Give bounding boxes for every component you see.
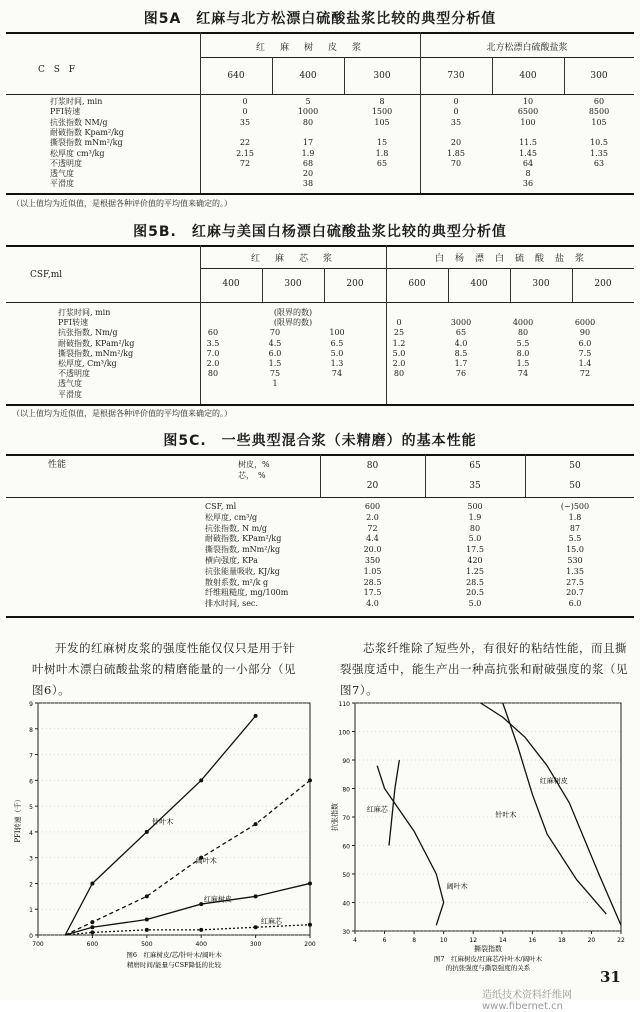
data-point [90, 881, 94, 885]
table-5b-col-header: 600 [408, 279, 426, 289]
table-5a-cell: 105 [591, 117, 607, 127]
table-5b-row-label: 撕裂指数, mNm²/kg [58, 348, 134, 358]
table-5c-cell: 600 [364, 502, 381, 511]
y-tick-label: 40 [342, 900, 350, 908]
x-tick-label: 6 [382, 937, 387, 944]
table-5b-note: （以上值均为近似值，是根据各种评价值的平均值来确定的。） [12, 409, 232, 418]
x-axis-label: 撕裂指数 [474, 945, 502, 953]
table-5c-core-value: 20 [366, 481, 379, 491]
y-tick-label: 4 [29, 829, 33, 837]
x-tick-label: 300 [249, 941, 262, 948]
table-5a-row-label: 耐破指数 Kpam²/kg [50, 127, 124, 137]
table-5c-cell: 1.8 [568, 512, 582, 522]
table-5b-col-header: 300 [284, 279, 302, 289]
table-5a-col-header: 400 [299, 71, 317, 81]
table-5b-cell: 80 [517, 328, 529, 338]
table-5a-cell: 15 [376, 138, 388, 148]
table-5b-row-label: 透气度 [58, 379, 82, 389]
table-5c-bark-value: 80 [366, 461, 379, 471]
x-tick-label: 8 [412, 937, 417, 944]
table-5c-cell: 15.0 [566, 545, 584, 555]
table-5a-cell: 1.35 [590, 148, 608, 158]
table-5c-cell: (~)500 [560, 502, 590, 511]
table-5a-cell: 36 [522, 179, 534, 189]
table-5a-top-rule [6, 32, 634, 34]
table-5b-cell: 70 [269, 328, 281, 338]
series-label: 阔叶木 [446, 882, 468, 891]
table-5a-cell: 8 [525, 169, 531, 179]
figure-caption: 图7 红麻树皮/红麻芯/针叶木/阔叶木 [433, 955, 543, 963]
series-line-2 [65, 883, 310, 935]
y-tick-label: 80 [342, 786, 350, 794]
table-5b-cell: 25 [393, 328, 405, 338]
table-5b-row-label: PFI转速 [58, 318, 89, 328]
table-5b-group-aspen: 白 杨 漂 白 硫 酸 盐 浆 [434, 254, 585, 264]
y-tick-label: 2 [29, 881, 33, 889]
x-tick-label: 12 [469, 937, 478, 944]
table-5b-title: 图5B. 红麻与美国白杨漂白硫酸盐浆比较的典型分析值 [133, 224, 507, 240]
table-5b-row-label: 平滑度 [58, 389, 82, 399]
table-5a-col-header: 640 [227, 71, 245, 81]
series-label: 针叶木 [152, 818, 174, 827]
table-5a-cell: 17 [302, 138, 314, 148]
table-5c-core-value: 35 [469, 481, 481, 491]
table-5a-cell: 1.9 [301, 148, 315, 158]
table-5a-cell: 1.85 [447, 148, 465, 158]
table-5a-group-pine: 北方松漂白硫酸盐浆 [486, 43, 568, 53]
table-5a-cell: 2.15 [236, 148, 254, 158]
table-5c-head-rule [6, 497, 634, 498]
table-5c-row-label: 撕裂指数, mNm²/kg [205, 545, 281, 555]
table-5b-cell: 5.0 [392, 348, 406, 358]
table-5b-cell: 5.5 [516, 338, 530, 348]
table-5a-cell: 1.8 [375, 148, 389, 158]
table-5c-bark-value: 50 [569, 461, 581, 471]
table-5b-top-rule [6, 245, 634, 247]
data-point [145, 830, 149, 834]
x-tick-label: 700 [32, 941, 44, 948]
data-point [90, 930, 94, 934]
table-5c-bottom-rule [6, 616, 634, 618]
table-5c-cell: 4.4 [366, 534, 379, 544]
table-5c-cell: 1.9 [468, 512, 482, 522]
table-5c-row-label: 散射系数, m²/k g [205, 577, 269, 587]
data-point [308, 778, 312, 782]
plot-frame [38, 703, 310, 935]
table-5c-prop-label: 性能 [48, 460, 67, 470]
table-5b-cell: 100 [329, 328, 345, 338]
table-5b-cell: 1.2 [392, 338, 406, 348]
table-5b-cell: 7.5 [578, 348, 592, 358]
data-point [90, 920, 94, 924]
y-tick-label: 90 [342, 758, 350, 765]
data-point [145, 918, 149, 922]
table-5c-cell: 20.0 [363, 545, 382, 555]
table-5b-cell: 80 [207, 369, 219, 379]
table-5a-cell: 70 [450, 158, 462, 168]
table-5a-cell: 105 [374, 117, 390, 127]
table-5b-head-rule [6, 302, 634, 303]
table-5b-cell: 2.0 [206, 359, 220, 368]
x-tick-label: 16 [528, 937, 537, 944]
table-5b-cell: 65 [455, 328, 467, 338]
table-5b-cell: 7.0 [206, 348, 220, 358]
figure-7-chart [325, 695, 630, 990]
series-line-3 [503, 703, 606, 914]
data-point [308, 923, 312, 927]
table-5a-cell: 80 [302, 117, 314, 127]
series-label: 红麻树皮 [203, 895, 232, 904]
table-5a-row-label: 不透明度 [50, 158, 82, 168]
table-5a-cell: 0 [242, 97, 248, 106]
table-5a-row-label: 透气度 [50, 169, 74, 179]
table-5c-cell: 500 [467, 502, 483, 511]
table-5b-cell: 4.0 [454, 338, 468, 348]
table-5c-cell: 87 [569, 523, 581, 533]
table-5b-cell: 74 [331, 369, 343, 379]
data-point [199, 902, 203, 906]
data-point [90, 925, 94, 929]
table-5a-cell: 100 [520, 117, 536, 127]
table-5b-cell: 3000 [450, 318, 472, 328]
figure-caption: 图6 红麻树皮/芯/针叶木/阔叶木 [126, 951, 222, 959]
table-5a-cell: 8 [379, 97, 385, 106]
table-5b-cell: 6.5 [330, 338, 344, 348]
data-point [254, 894, 258, 898]
x-tick-label: 4 [353, 937, 357, 944]
table-5b-cell: 1 [272, 379, 278, 389]
x-tick-label: 600 [86, 941, 99, 948]
table-5a-row-label: 松厚度 cm³/kg [50, 148, 105, 158]
table-5c-cell: 80 [469, 523, 481, 533]
table-5b-cell: 75 [269, 369, 281, 379]
table-5a-row-label: 打浆时间, min [50, 97, 103, 106]
table-5b-cell: 74 [517, 369, 529, 379]
table-5a-vline [200, 32, 201, 193]
table-5b-cell: 4.5 [268, 338, 282, 348]
data-point [145, 894, 149, 898]
table-5a-cell: 68 [302, 158, 314, 168]
table-5b-col-header: 200 [346, 279, 364, 289]
table-5c-cell: 2.0 [366, 512, 379, 522]
y-tick-label: 7 [29, 752, 33, 760]
table-5a-col-header: 300 [590, 71, 608, 81]
x-tick-label: 200 [304, 941, 316, 948]
table-5b-cell: 72 [579, 369, 591, 379]
table-5b-cell: 4000 [512, 318, 534, 328]
x-tick-label: 22 [617, 937, 625, 944]
table-5a-title: 图5A 红麻与北方松漂白硫酸盐浆比较的典型分析值 [143, 11, 497, 27]
y-tick-label: 70 [342, 815, 350, 822]
table-5c-cell: 20.5 [466, 588, 484, 598]
table-5b-bottom-rule [6, 404, 634, 406]
table-5b-cell: 6.0 [268, 348, 282, 358]
series-line-1 [65, 780, 310, 935]
table-5a-bottom-rule [6, 193, 634, 195]
table-5b-row-label: 松厚度, Cm³/kg [58, 359, 117, 368]
table-5c-row-label: CSF, ml [205, 502, 237, 511]
table-5c-core-value: 50 [569, 481, 581, 491]
table-5a-cell: 0 [453, 97, 459, 106]
paragraph-right: 芯浆纤维除了短些外，有很好的粘结性能，而且撕裂强度适中，能生产出一种高抗张和耐破强度的浆（见图7）。 [340, 641, 628, 697]
table-5b-csf-label: CSF,ml [30, 270, 63, 280]
y-tick-label: 60 [342, 843, 350, 851]
table-5c-cell: 5.5 [568, 534, 582, 544]
table-5c-cell: 1.35 [566, 566, 584, 576]
table-5a-group-rule [200, 57, 634, 58]
table-5a-cell: 60 [593, 97, 605, 106]
table-5a-cell: 8500 [588, 107, 610, 117]
table-5a-cell: 35 [239, 117, 251, 127]
table-5b-mid-note: (限界的数) [273, 308, 313, 317]
table-5c-row-label: 横向强度, KPa [205, 556, 258, 565]
table-5c-title: 图5C. 一些典型混合浆（未精磨）的基本性能 [163, 433, 477, 449]
table-5c-cell: 530 [567, 556, 583, 565]
series-label: 红麻芯 [261, 917, 283, 926]
figure-6-chart [10, 695, 320, 990]
table-5b-cell: 1.5 [268, 359, 282, 368]
table-5a-col-header: 730 [447, 71, 465, 81]
table-5c-row-label: 排水时间, sec. [205, 599, 258, 609]
y-tick-label: 100 [338, 729, 350, 737]
table-5b-cell: 0 [396, 318, 402, 328]
table-5a-cell: 20 [302, 169, 314, 179]
series-label: 阔叶木 [195, 856, 217, 865]
table-5b-col-header: 200 [594, 279, 612, 289]
table-5b-col-header: 400 [470, 279, 488, 289]
x-tick-label: 18 [558, 937, 566, 944]
table-5a-cell: 10.5 [590, 138, 608, 148]
table-5a-cell: 1.45 [519, 148, 537, 158]
table-5b-cell: 6000 [574, 318, 596, 328]
table-5b-row-label: 打浆时间, min [58, 308, 111, 317]
table-5a-cell: 35 [450, 117, 462, 127]
table-5a-group-bark: 红 麻 树 皮 浆 [255, 43, 364, 53]
table-5a-note: （以上值均为近似值，是根据各种评价值的平均值来确定的。） [12, 199, 232, 208]
series-label: 红麻芯 [366, 805, 388, 814]
table-5b-row-label: 抗张指数, Nm/g [58, 328, 118, 338]
table-5c-cell: 420 [467, 556, 483, 565]
x-tick-label: 400 [195, 941, 207, 948]
table-5c-cell: 6.0 [568, 599, 582, 609]
table-5c-cell: 5.0 [468, 599, 482, 609]
table-5b-group-core: 红 麻 芯 浆 [250, 254, 335, 264]
table-5b-row-label: 不透明度 [58, 369, 90, 379]
table-5a-cell: 63 [593, 158, 605, 168]
table-5b-row-label: 耐破指数, KPam²/kg [58, 338, 135, 348]
y-tick-label: 6 [29, 778, 33, 786]
table-5b-cell: 80 [393, 369, 405, 379]
table-5c-row-label: 抗张能量吸收, KJ/kg [205, 566, 280, 576]
table-5b-cell: 1.3 [330, 359, 344, 368]
table-5a-row-label: 抗张指数 NM/g [50, 117, 108, 127]
data-point [308, 881, 312, 885]
table-5a-cell: 0 [242, 107, 248, 117]
table-5b-cell: 60 [207, 328, 219, 338]
page-number: 31 [600, 968, 621, 986]
table-5a-row-label: 平滑度 [50, 179, 74, 189]
table-5a-col-header: 400 [519, 71, 537, 81]
table-5c-row-label: 纤维粗糙度, mg/100m [205, 588, 289, 598]
table-5b-col-header: 300 [532, 279, 550, 289]
table-5c-cell: 5.0 [468, 534, 482, 544]
table-5c-cell: 4.0 [366, 599, 379, 609]
table-5c-cell: 1.05 [363, 566, 382, 576]
table-5b-cell: 2.0 [392, 359, 406, 368]
table-5c-core-label: 芯， % [238, 471, 266, 480]
table-5a-head-rule [6, 94, 634, 95]
table-5c-cell: 350 [364, 556, 381, 565]
x-tick-label: 20 [587, 937, 596, 944]
data-point [145, 928, 149, 932]
data-point [199, 778, 203, 782]
table-5b-group-rule [200, 268, 634, 269]
data-point [199, 928, 203, 932]
y-tick-label: 0 [29, 933, 33, 940]
table-5c-cell: 17.5 [363, 588, 382, 598]
table-5c-bark-value: 65 [469, 461, 481, 471]
table-5c-cell: 28.5 [466, 577, 484, 587]
table-5b-cell: 5.0 [330, 348, 344, 358]
table-5a-cell: 65 [376, 158, 388, 168]
table-5a-row-label: 撕裂指数 mNm²/kg [50, 138, 123, 148]
table-5c-row-label: 抗张指数, N m/g [205, 523, 268, 533]
y-tick-label: 30 [342, 929, 350, 936]
y-axis-label: 抗张指数 [331, 803, 339, 831]
table-5c-cell: 1.25 [466, 566, 484, 576]
table-5a-cell: 1500 [371, 107, 393, 117]
table-5b-col-header: 400 [222, 279, 240, 289]
y-tick-label: 5 [29, 804, 33, 812]
y-tick-label: 3 [29, 855, 33, 863]
table-5b-cell: 90 [579, 328, 591, 338]
table-5a-cell: 5 [305, 97, 311, 106]
y-tick-label: 50 [342, 872, 350, 879]
table-5a-cell: 64 [522, 158, 534, 168]
figure-caption: 的抗张强度与撕裂强度的关系 [445, 964, 531, 972]
table-5c-cell: 27.5 [566, 577, 584, 587]
data-point [254, 822, 258, 826]
table-5a-csf-label: C S F [38, 65, 79, 75]
table-5a-cell: 20 [450, 138, 462, 148]
table-5b-cell: 6.0 [578, 338, 592, 348]
series-label: 红麻树皮 [539, 776, 568, 785]
paragraph-left: 开发的红麻树皮浆的强度性能仅仅只是用于针叶树叶木漂白硫酸盐浆的精磨能量的一小部分（见图6）。 [32, 641, 296, 697]
table-5a-cell: 72 [239, 158, 251, 168]
y-tick-label: 9 [29, 701, 33, 708]
x-tick-label: 500 [141, 941, 153, 948]
table-5a-cell: 1000 [297, 107, 319, 117]
table-5c-row-label: 耐破指数, KPam²/kg [205, 534, 282, 544]
y-tick-label: 8 [29, 726, 33, 734]
table-5c-cell: 20.7 [566, 588, 584, 598]
table-5a-cell: 6500 [517, 107, 539, 117]
table-5b-cell: 8.5 [454, 348, 468, 358]
table-5c-row-label: 松厚度, cm³/g [205, 512, 258, 522]
table-5a-cell: 10 [522, 97, 534, 106]
table-5a-cell: 38 [302, 179, 314, 189]
x-tick-label: 10 [439, 937, 448, 944]
table-5b-mid-note: (限界的数) [273, 318, 313, 327]
table-5a-cell: 22 [239, 138, 251, 148]
table-5c-cell: 28.5 [363, 577, 382, 587]
table-5a-row-label: PFI转速 [50, 107, 81, 117]
table-5b-cell: 1.5 [516, 359, 530, 368]
table-5a-cell: 11.5 [519, 138, 537, 148]
y-axis-label: PFI转速（千） [14, 795, 22, 843]
series-label: 针叶木 [495, 811, 517, 819]
table-5b-cell: 1.4 [578, 359, 592, 368]
table-5c-cell: 17.5 [466, 545, 484, 555]
figure-caption: 精磨时间/能量与CSF降低的比较 [126, 961, 222, 969]
table-5a-cell: 0 [453, 107, 459, 117]
watermark: 造纸技术资料纤维网www.fibernet.cn [482, 990, 572, 1012]
data-point [254, 925, 258, 929]
table-5b-cell: 8.0 [516, 348, 530, 358]
y-tick-label: 1 [29, 907, 33, 915]
x-tick-label: 14 [498, 937, 507, 944]
table-5c-cell: 72 [367, 523, 378, 533]
table-5a-col-header: 300 [373, 71, 391, 81]
table-5c-bark-label: 树皮，% [238, 460, 270, 469]
table-5b-cell: 3.5 [206, 338, 220, 348]
y-tick-label: 110 [338, 701, 350, 708]
table-5b-cell: 1.7 [454, 359, 468, 368]
data-point [254, 714, 258, 718]
table-5b-cell: 76 [455, 369, 467, 379]
